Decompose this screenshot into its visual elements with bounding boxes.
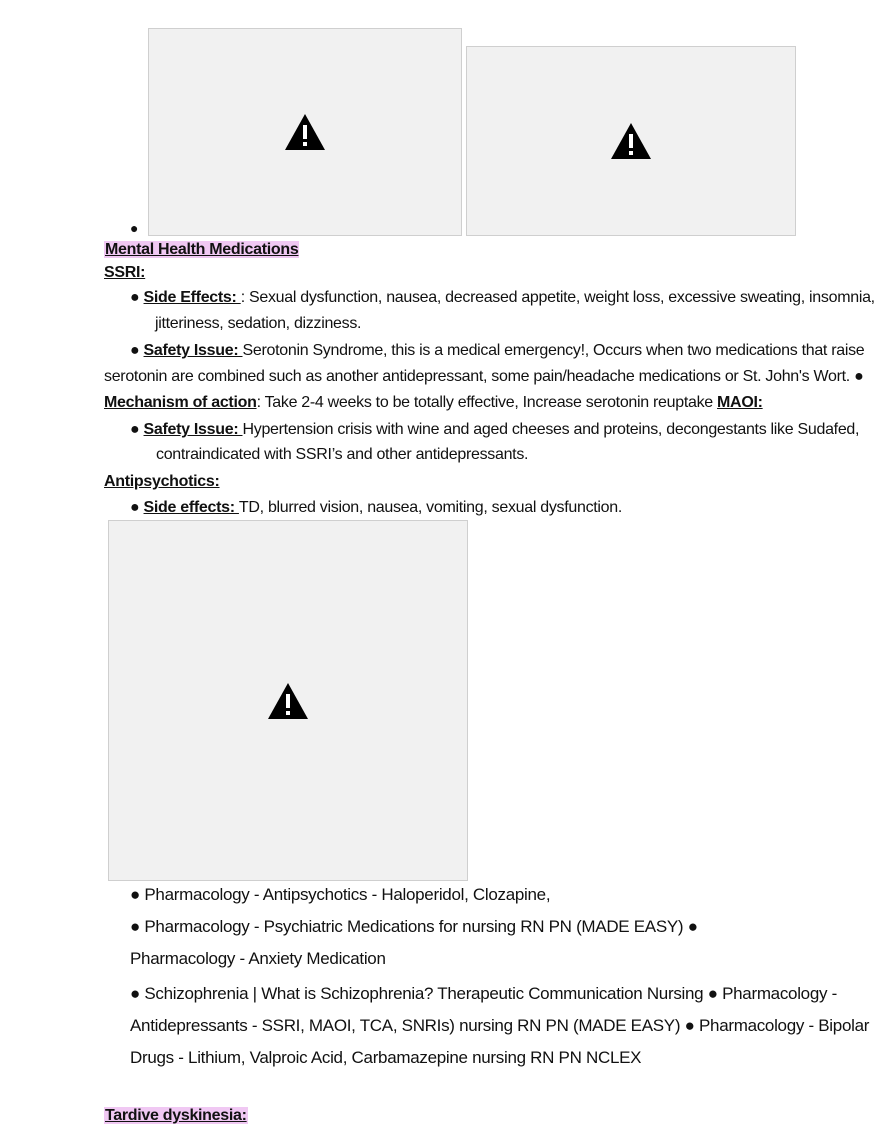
ssri-mechanism: Mechanism of action: Take 2-4 weeks to be totally effective, Increase serotonin reuptake MAOI: bbox=[104, 394, 763, 411]
link-antidepressants[interactable]: Antidepressants - SSRI, MAOI, TCA, SNRIs) nursing RN PN (MADE EASY) ● Pharmacology - Bipolar bbox=[130, 1016, 870, 1035]
image-placeholder-3 bbox=[108, 520, 468, 881]
image-placeholder-2 bbox=[466, 46, 796, 236]
bullet: ● bbox=[130, 421, 140, 438]
link-psychiatric-medications[interactable]: ● Pharmacology - Psychiatric Medications for nursing RN PN (MADE EASY) ● bbox=[130, 917, 698, 936]
maoi-safety-issue: ● Safety Issue: Hypertension crisis with wine and aged cheeses and proteins, decongestants like Sudafed, bbox=[130, 421, 860, 438]
section-heading bbox=[104, 240, 299, 260]
link-schizophrenia[interactable]: ● Schizophrenia | What is Schizophrenia? Therapeutic Communication Nursing ● Pharmacology - bbox=[130, 984, 837, 1003]
ssri-safety-issue-cont: serotonin are combined such as another antidepressant, some pain/headache medications or St. John's Wort. ● bbox=[104, 368, 864, 385]
link-anxiety-medication[interactable]: Pharmacology - Anxiety Medication bbox=[130, 949, 386, 968]
bullet: ● bbox=[130, 220, 139, 236]
heading-mental-health-medications: Mental Health Medications bbox=[105, 241, 299, 258]
ssri-side-effects: ● Side Effects: : Sexual dysfunction, nausea, decreased appetite, weight loss, excessive sweating, insomnia, bbox=[130, 289, 875, 306]
antipsychotics-side-effects: ● Side effects: TD, blurred vision, nausea, vomiting, sexual dysfunction. bbox=[130, 499, 623, 516]
bullet: ● bbox=[130, 499, 140, 516]
warning-icon bbox=[267, 682, 309, 720]
link-bipolar-drugs[interactable]: Drugs - Lithium, Valproic Acid, Carbamazepine nursing RN PN NCLEX bbox=[130, 1048, 642, 1067]
bullet: ● bbox=[130, 342, 140, 359]
ssri-side-effects-cont: jitteriness, sedation, dizziness. bbox=[155, 315, 362, 332]
antipsychotics-heading: Antipsychotics: bbox=[104, 473, 220, 490]
warning-icon bbox=[284, 113, 326, 151]
ssri-safety-issue: ● Safety Issue: Serotonin Syndrome, this is a medical emergency!, Occurs when two medications that raise bbox=[130, 342, 865, 359]
maoi-heading: MAOI: bbox=[717, 394, 763, 411]
bullet: ● bbox=[130, 289, 140, 306]
link-antipsychotics[interactable]: ● Pharmacology - Antipsychotics - Haloperidol, Clozapine, bbox=[130, 885, 551, 904]
image-placeholder-1 bbox=[148, 28, 462, 236]
tardive-dyskinesia-heading: Tardive dyskinesia: bbox=[105, 1107, 247, 1124]
maoi-safety-issue-cont: contraindicated with SSRI’s and other antidepressants. bbox=[156, 446, 529, 463]
warning-icon bbox=[610, 122, 652, 160]
ssri-heading: SSRI: bbox=[104, 264, 146, 281]
